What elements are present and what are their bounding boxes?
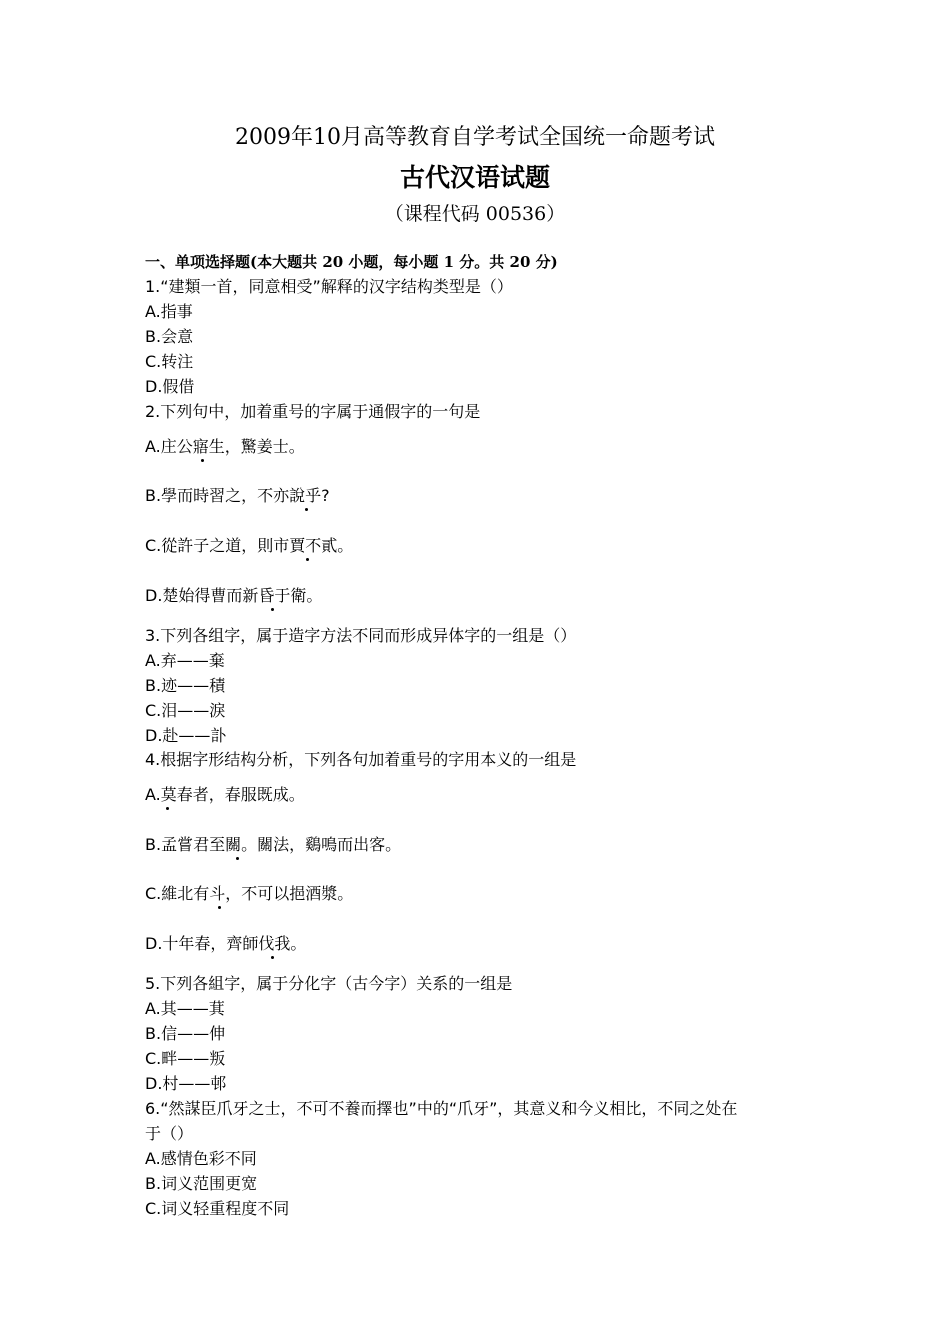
question-1-option-c: C.转注 — [145, 352, 194, 371]
emphasis-dot — [236, 857, 239, 860]
paper-title: 古代汉语试题 — [399, 163, 550, 192]
question-6-stem: 6.“然謀臣爪牙之士，不可不養而擇也”中的“爪牙”，其意义和今义相比，不同之处在 — [145, 1099, 738, 1118]
question-6-option-b: B.词义范围更宽 — [145, 1174, 258, 1193]
question-1-option-d: D.假借 — [145, 377, 195, 396]
question-4-option-b: B.孟嘗君至關。關法，鷄鳴而出客。 — [145, 835, 402, 854]
question-6-stem-continued: 于（） — [145, 1124, 194, 1143]
question-6-option-c: C.词义轻重程度不同 — [145, 1199, 290, 1218]
question-2-option-a: A.庄公寤生，驚姜士。 — [145, 437, 305, 456]
emphasis-dot — [306, 558, 309, 561]
emphasis-dot — [166, 807, 169, 810]
question-1-option-b: B.会意 — [145, 327, 194, 346]
question-2-option-c: C.從許子之道，則市賈不貳。 — [145, 536, 354, 555]
question-2-stem: 2.下列句中，加着重号的字属于通假字的一句是 — [145, 402, 481, 421]
question-1-option-a: A.指事 — [145, 302, 193, 321]
emphasis-dot — [271, 956, 274, 959]
course-code: （课程代码 00536） — [384, 203, 566, 225]
question-4-option-a: A.莫春者，春服既成。 — [145, 785, 305, 804]
question-3-option-b: B.迹——積 — [145, 676, 226, 695]
question-3-option-d: D.赴——訃 — [145, 726, 227, 745]
section-heading: 一、单项选择题(本大题共 20 小题，每小题 1 分。共 20 分) — [145, 253, 558, 271]
question-2-option-d: D.楚始得曹而新昏于衛。 — [145, 586, 323, 605]
question-4-stem: 4.根据字形结构分析，下列各句加着重号的字用本义的一组是 — [145, 750, 577, 769]
question-3-option-c: C.泪——淚 — [145, 701, 226, 720]
exam-title: 2009年10月高等教育自学考试全国统一命题考试 — [235, 125, 715, 150]
emphasis-dot — [271, 608, 274, 611]
question-4-option-d: D.十年春，齊師伐我。 — [145, 934, 307, 953]
emphasis-dot — [305, 508, 308, 511]
question-5-option-a: A.其——萁 — [145, 999, 225, 1018]
emphasis-dot — [201, 459, 204, 462]
emphasis-dot — [218, 906, 221, 909]
question-5-option-c: C.畔——叛 — [145, 1049, 226, 1068]
question-3-option-a: A.弃——棄 — [145, 651, 225, 670]
question-6-option-a: A.感情色彩不同 — [145, 1149, 257, 1168]
question-5-stem: 5.下列各組字，属于分化字（古今字）关系的一组是 — [145, 974, 513, 993]
question-3-stem: 3.下列各组字，属于造字方法不同而形成异体字的一组是（） — [145, 626, 577, 645]
question-5-option-d: D.村——邨 — [145, 1074, 227, 1093]
question-5-option-b: B.信——伸 — [145, 1024, 226, 1043]
question-1-stem: 1.“建類一首，同意相受”解释的汉字结构类型是（） — [145, 277, 513, 296]
question-2-option-b: B.學而時習之，不亦說乎? — [145, 486, 330, 505]
question-4-option-c: C.維北有斗，不可以挹酒漿。 — [145, 884, 354, 903]
